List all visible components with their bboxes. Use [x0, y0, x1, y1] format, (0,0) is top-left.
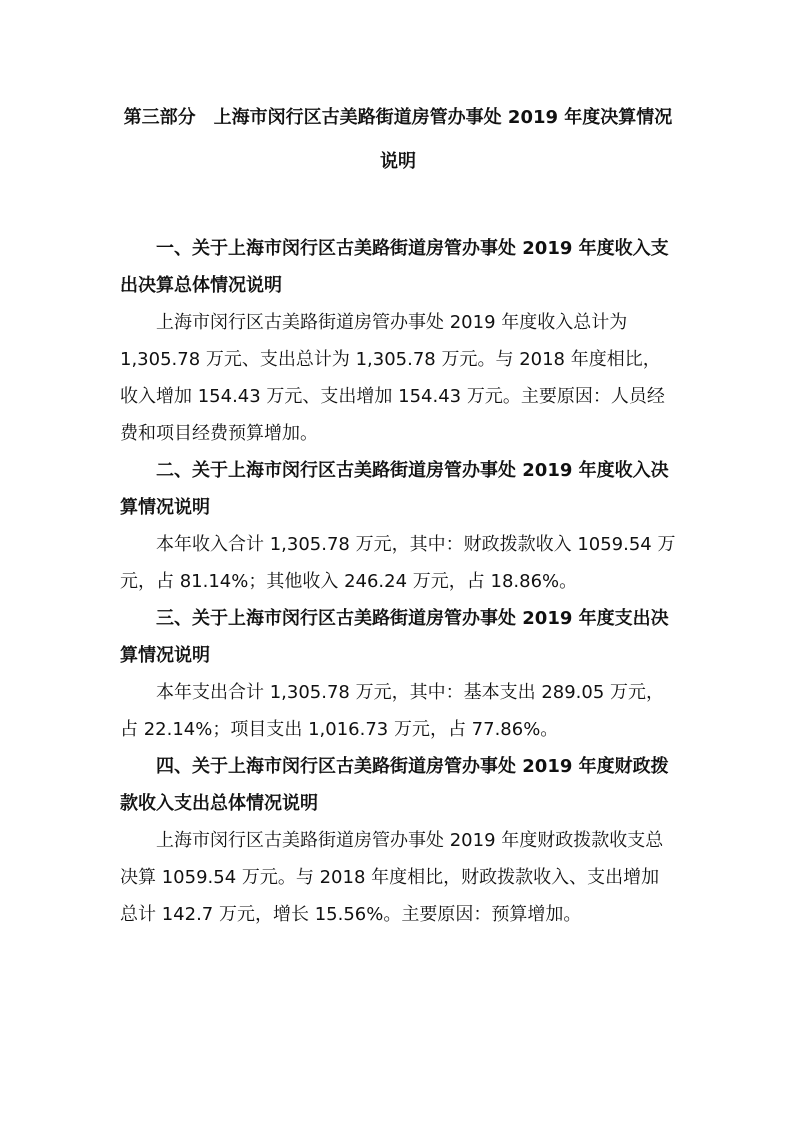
document-title: 第三部分 上海市闵行区古美路街道房管办事处 2019 年度决算情况说明 — [123, 107, 673, 172]
section-fiscal-allocation — [120, 748, 676, 933]
section-overall — [120, 230, 676, 452]
section-paragraph: 本年支出合计 1,305.78 万元，其中：基本支出 289.05 万元，占 22.14%；项目支出 1,016.73 万元，占 77.86%。 — [120, 682, 665, 740]
document-page — [120, 96, 676, 933]
section-heading: 二、关于上海市闵行区古美路街道房管办事处 2019 年度收入决算情况说明 — [120, 460, 669, 518]
section-paragraph: 上海市闵行区古美路街道房管办事处 2019 年度收入总计为 1,305.78 万元、支出总计为 1,305.78 万元。与 2018 年度相比，收入增加 154.43 万元、支出增加 154.43 万元。主要原因：人员经费和项目经费预算增加。 — [120, 312, 665, 444]
section-heading: 四、关于上海市闵行区古美路街道房管办事处 2019 年度财政拨款收入支出总体情况说明 — [120, 756, 669, 814]
section-paragraph: 本年收入合计 1,305.78 万元，其中：财政拨款收入 1059.54 万元，占 81.14%；其他收入 246.24 万元，占 18.86%。 — [120, 534, 676, 592]
section-heading: 一、关于上海市闵行区古美路街道房管办事处 2019 年度收入支出决算总体情况说明 — [120, 238, 669, 296]
section-heading: 三、关于上海市闵行区古美路街道房管办事处 2019 年度支出决算情况说明 — [120, 608, 669, 666]
section-expenditure — [120, 600, 676, 748]
section-income — [120, 452, 676, 600]
section-paragraph: 上海市闵行区古美路街道房管办事处 2019 年度财政拨款收支总决算 1059.54 万元。与 2018 年度相比，财政拨款收入、支出增加总计 142.7 万元，增长 15.56%。主要原因：预算增加。 — [120, 830, 664, 925]
